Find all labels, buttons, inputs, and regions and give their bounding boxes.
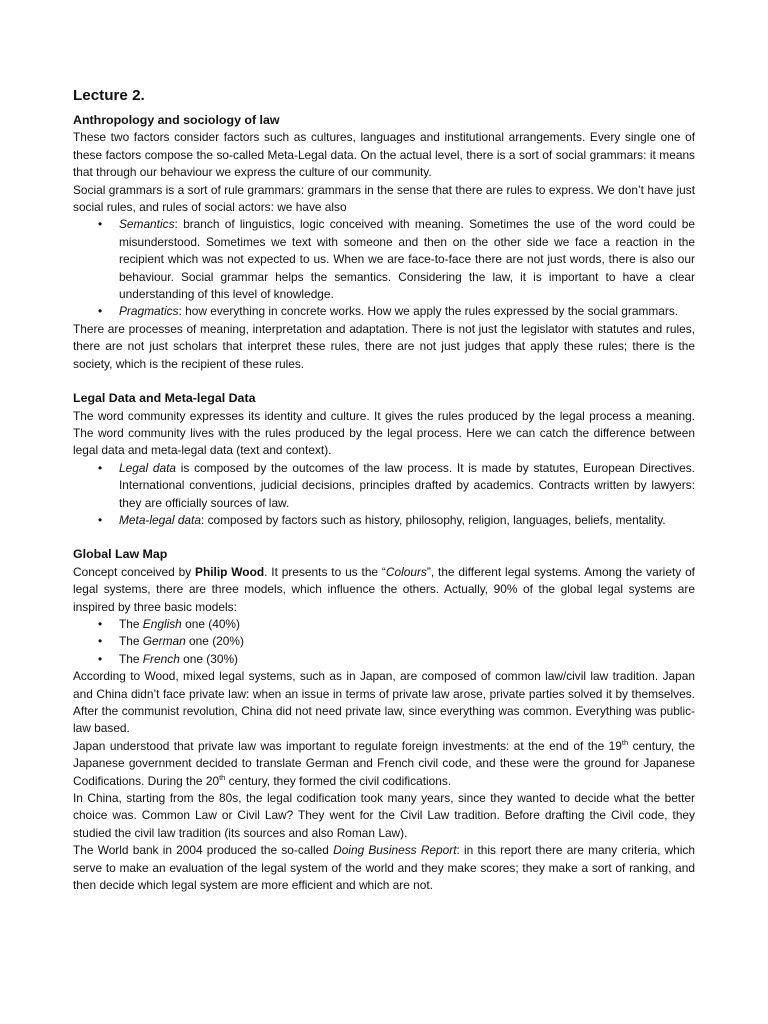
term: Meta-legal data bbox=[119, 512, 201, 527]
superscript: th bbox=[219, 772, 226, 782]
bullet-list bbox=[73, 216, 695, 320]
text: : in this report there are many criteria, which serve to make an evaluation of the legal system of the world and they make scores; they make a sort of ranking, and then decide which legal system are more efficient and which are not. bbox=[73, 843, 695, 893]
section-heading-global-law-map: Global Law Map bbox=[73, 547, 168, 562]
text: . It presents to us the “ bbox=[264, 564, 386, 579]
document-page bbox=[73, 86, 695, 894]
term: Pragmatics bbox=[119, 304, 179, 319]
text: Concept conceived by bbox=[73, 564, 196, 579]
paragraph: There are processes of meaning, interpretation and adaptation. There is not just the legislator with statutes and rules, there are not just scholars that interpret these rules, there are not just judges that apply these rules; there is the society, which is the recipient of these rules. bbox=[73, 321, 695, 371]
item-text: is composed by the outcomes of the law process. It is made by statutes, European Directives. International conventions, judicial decisions, principles drafted by academics. Contracts written by lawyers: they are officially sources of law. bbox=[119, 460, 695, 510]
term: English bbox=[142, 616, 182, 631]
term: Semantics bbox=[119, 217, 175, 232]
list-item bbox=[73, 633, 695, 650]
paragraph: According to Wood, mixed legal systems, such as in Japan, are composed of common law/civil law tradition. Japan and China didn’t face private law: when an issue in terms of private law arose, private parties solved it by themselves. After the communist revolution, China did not need private law, since everything was common. Everything was public-law based. bbox=[73, 669, 695, 736]
list-item bbox=[73, 460, 695, 512]
paragraph: In China, starting from the 80s, the legal codification took many years, since they wanted to decide what the better choice was. Common Law or Civil Law? They went for the Civil Law tradition. Before drafting the Civil code, they studied the civil law tradition (its sources and also Roman Law). bbox=[73, 791, 695, 840]
term: Legal data bbox=[119, 460, 176, 475]
item-text: : how everything in concrete works. How we apply the rules expressed by the social grammars. bbox=[178, 304, 679, 319]
superscript: th bbox=[621, 737, 629, 747]
text: ”, the different legal systems. Among the variety of legal systems, there are three models, which influence the others. Actually, 90% of the global legal systems are inspired by three basic models: bbox=[73, 564, 695, 614]
text: century, the Japanese government decided to translate German and French civil code, and these were the ground for Japanese Codifications. During the 20 bbox=[73, 738, 695, 788]
text: The World bank in 2004 produced the so-called bbox=[73, 843, 334, 858]
text: The bbox=[119, 651, 143, 666]
bullet-list bbox=[73, 460, 695, 530]
page-title: Lecture 2. bbox=[73, 87, 145, 104]
text: one (40%) bbox=[181, 616, 240, 631]
term: Doing Business Report bbox=[333, 843, 457, 858]
text: one (30%) bbox=[179, 651, 238, 666]
paragraph bbox=[73, 564, 695, 616]
text: The bbox=[119, 616, 143, 631]
list-item bbox=[73, 616, 695, 633]
bullet-list bbox=[73, 616, 695, 668]
item-text: : composed by factors such as history, philosophy, religion, languages, beliefs, mentality. bbox=[200, 512, 666, 527]
term: French bbox=[142, 651, 180, 666]
item-text: : branch of linguistics, logic conceived with meaning. Sometimes the use of the word could be misunderstood. Sometimes we text with someone and then on the other side we face a reaction in the recipient which was not expected to us. When we are face-to-face there are not just words, there is also our behaviour. Social grammar helps the semantics. Considering the law, it is important to have a clear understanding of this level of knowledge. bbox=[119, 217, 695, 302]
list-item bbox=[73, 303, 695, 320]
list-item bbox=[73, 512, 695, 529]
term: Colours bbox=[385, 564, 427, 579]
text: Japan understood that private law was important to regulate foreign investments: at the end of the 19 bbox=[73, 738, 622, 753]
paragraph: The word community expresses its identity and culture. It gives the rules produced by the legal process a meaning. The word community lives with the rules produced by the legal process. Here we can catch the difference between legal data and meta-legal data (text and context). bbox=[73, 408, 695, 458]
text: one (20%) bbox=[185, 634, 244, 649]
paragraph: Social grammars is a sort of rule grammars: grammars in the sense that there are rules to express. We don’t have just social rules, and rules of social actors: we have also bbox=[73, 182, 695, 215]
paragraph: These two factors consider factors such as cultures, languages and institutional arrangements. Every single one of these factors compose the so-called Meta-Legal data. On the actual level, there is a sort of social grammars: it means that through our behaviour we express the culture of our community. bbox=[73, 130, 695, 180]
paragraph bbox=[73, 842, 695, 894]
list-item bbox=[73, 651, 695, 668]
section-heading-legal-data: Legal Data and Meta-legal Data bbox=[73, 391, 256, 406]
term: German bbox=[142, 634, 186, 649]
section-heading-anthropology: Anthropology and sociology of law bbox=[73, 113, 280, 127]
person-name: Philip Wood bbox=[195, 564, 265, 579]
text: century, they formed the civil codifications. bbox=[225, 773, 452, 788]
paragraph bbox=[73, 738, 695, 790]
list-item bbox=[73, 216, 695, 303]
text: The bbox=[119, 634, 143, 649]
